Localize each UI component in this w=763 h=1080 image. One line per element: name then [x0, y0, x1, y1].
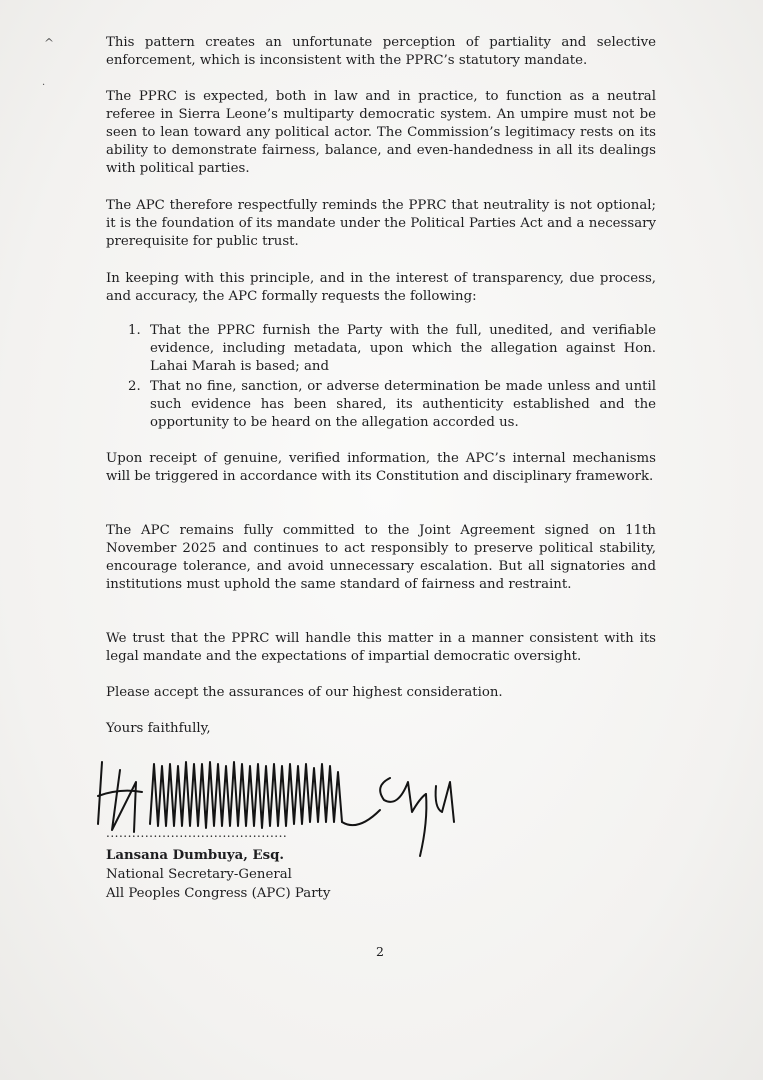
list-item: [106, 322, 656, 376]
signer-name: Lansana Dumbuya, Esq.: [106, 848, 285, 863]
list-item-text: That no fine, sanction, or adverse determination be made unless and until such evidence has been shared, its authenticity established and the opportunity to be heard on the allegation accorded us.: [150, 379, 656, 430]
paragraph-3: The APC therefore respectfully reminds the PPRC that neutrality is not optional; it is the foundation of its mandate under the Political Parties Act and a necessary prerequisite for public trust.: [106, 198, 656, 249]
list-item-number: 2.: [128, 379, 141, 394]
closing-line: Please accept the assurances of our highest consideration.: [106, 685, 503, 700]
salutation: Yours faithfully,: [106, 721, 211, 736]
paragraph-1: This pattern creates an unfortunate perception of partiality and selective enforcement, which is inconsistent with the PPRC’s statutory mandate.: [106, 35, 656, 68]
signer-title: National Secretary-General: [106, 867, 292, 882]
paragraph-2: The PPRC is expected, both in law and in practice, to function as a neutral referee in Sierra Leone’s multiparty democratic system. An umpire must not be seen to lean toward any political actor. The Commission’s legitimacy rests on its ability to demonstrate fairness, balance, and even-handedness in all its dealings with political parties.: [106, 89, 656, 176]
page-number: 2: [376, 944, 384, 959]
paragraph-5: Upon receipt of genuine, verified information, the APC’s internal mechanisms will be triggered in accordance with its Constitution and disciplinary framework.: [106, 451, 656, 484]
list-item-number: 1.: [128, 323, 141, 338]
signer-organization: All Peoples Congress (APC) Party: [106, 886, 331, 901]
list-item: [106, 378, 656, 432]
paragraph-7: We trust that the PPRC will handle this matter in a manner consistent with its legal mandate and the expectations of impartial democratic oversight.: [106, 631, 656, 664]
signature-line: ..........................................: [106, 826, 288, 840]
scan-dot-icon: ·: [42, 80, 46, 91]
scan-mark-icon: ^: [44, 36, 55, 50]
requests-list: [106, 322, 656, 432]
list-item-text: That the PPRC furnish the Party with the full, unedited, and verifiable evidence, including metadata, upon which the allegation against Hon. Lahai Marah is based; and: [150, 323, 656, 374]
signer-block: [106, 846, 330, 903]
paragraph-6: The APC remains fully committed to the Joint Agreement signed on 11th November 2025 and continues to act responsibly to preserve political stability, encourage tolerance, and avoid unnecessary escalation. But all signatories and institutions must uphold the same standard of fairness and restraint.: [106, 523, 656, 592]
paragraph-4: In keeping with this principle, and in the interest of transparency, due process, and accuracy, the APC formally requests the following:: [106, 271, 656, 304]
